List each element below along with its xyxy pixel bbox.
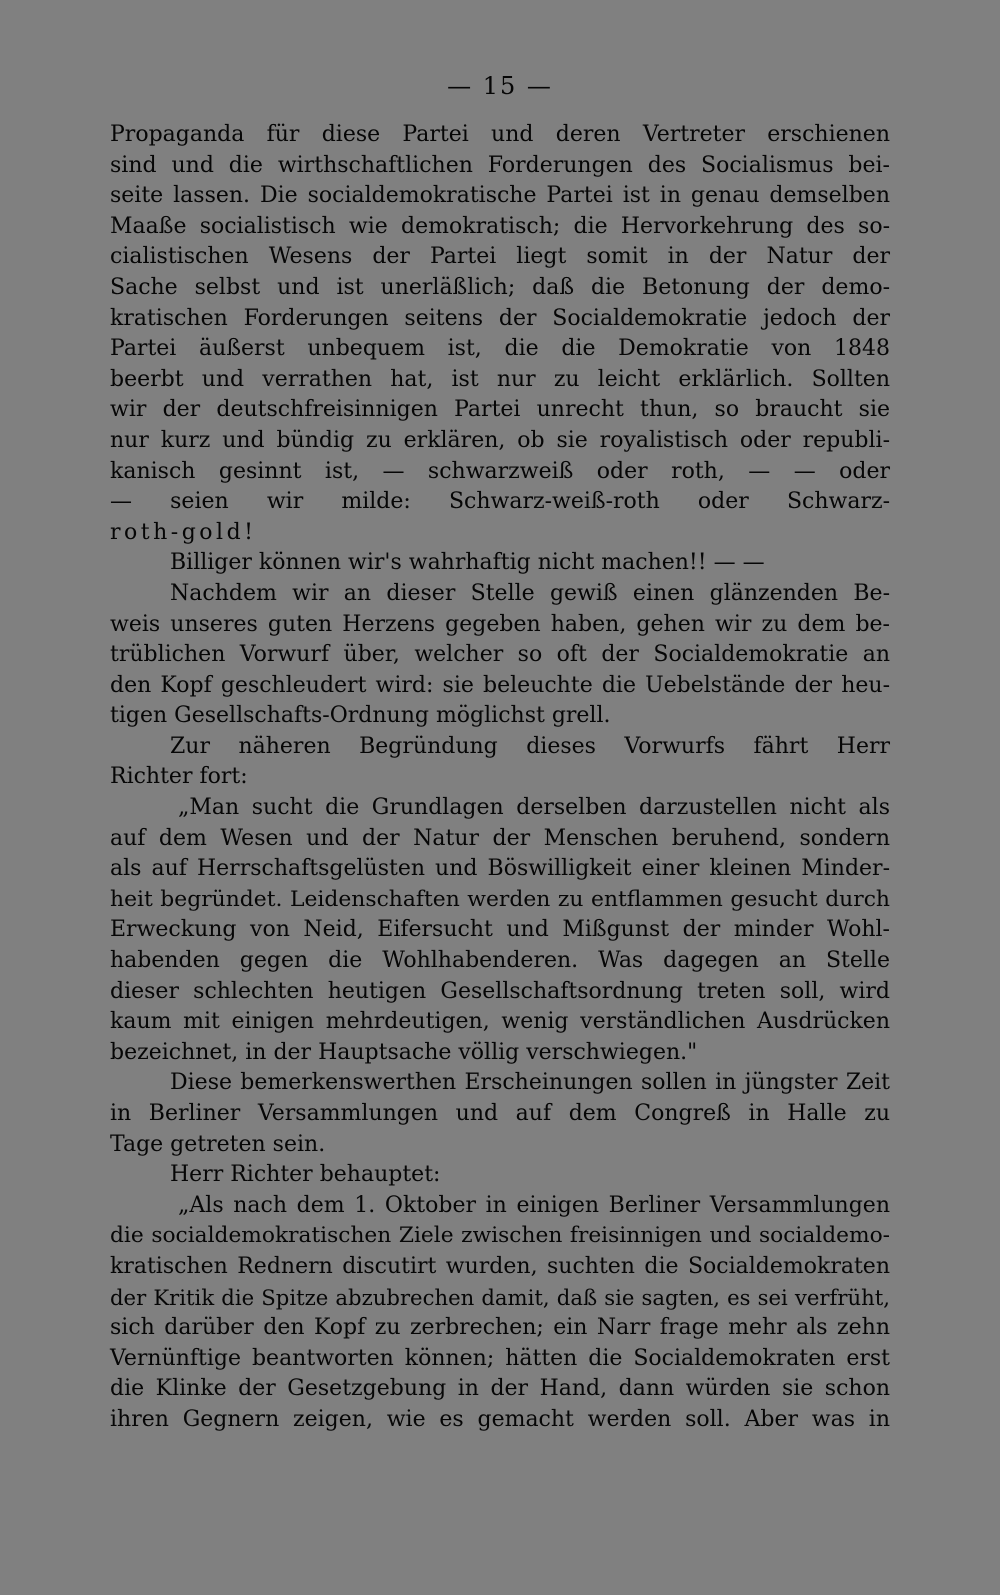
text-line: Nachdem wir an dieser Stelle gewiß einen glänzenden Be- xyxy=(170,580,890,606)
text-line: beerbt und verrathen hat, ist nur zu leicht erklärlich. Sollten xyxy=(110,366,890,392)
text-line: weis unseres guten Herzens gegeben haben, gehen wir zu dem be- xyxy=(110,611,890,637)
text-line: kratischen Rednern discutirt wurden, suchten die Socialdemokraten xyxy=(110,1253,890,1279)
text-line: den Kopf geschleudert wird: sie beleuchte die Uebelstände der heu- xyxy=(110,672,890,698)
text-line: Tage getreten sein. xyxy=(110,1131,326,1157)
text-line: Sache selbst und ist unerläßlich; daß die Betonung der demo- xyxy=(110,274,890,300)
text-line: cialistischen Wesens der Partei liegt somit in der Natur der xyxy=(110,244,890,270)
body-text xyxy=(110,120,890,1436)
text-line: Herr Richter behauptet: xyxy=(170,1162,441,1188)
text-line: der Kritik die Spitze abzubrechen damit, daß sie sagten, es sei verfrüht, xyxy=(110,1284,890,1310)
text-line: roth-gold! xyxy=(110,519,257,545)
text-line: die socialdemokratischen Ziele zwischen freisinnigen und socialdemo- xyxy=(110,1223,890,1249)
text-line: sich darüber den Kopf zu zerbrechen; ein Narr frage mehr als zehn xyxy=(110,1315,890,1341)
text-line: „Man sucht die Grundlagen derselben darzustellen nicht als xyxy=(178,795,890,821)
text-line: tigen Gesellschafts-Ordnung möglichst grell. xyxy=(110,703,611,729)
text-line: trüblichen Vorwurf über, welcher so oft der Socialdemokratie an xyxy=(110,642,890,668)
page-number: — 15 — xyxy=(447,72,553,100)
text-line: Zur näheren Begründung dieses Vorwurfs fährt Herr xyxy=(170,733,890,759)
text-line: nur kurz und bündig zu erklären, ob sie royalistisch oder republi- xyxy=(110,427,890,453)
text-line: Richter fort: xyxy=(110,764,248,790)
text-line: kaum mit einigen mehrdeutigen, wenig verständlichen Ausdrücken xyxy=(110,1009,890,1035)
text-line: Propaganda für diese Partei und deren Vertreter erschienen xyxy=(110,122,890,147)
text-line: wir der deutschfreisinnigen Partei unrecht thun, so braucht sie xyxy=(110,397,890,423)
text-line: Diese bemerkenswerthen Erscheinungen sollen in jüngster Zeit xyxy=(170,1070,890,1096)
text-line: „Als nach dem 1. Oktober in einigen Berliner Versammlungen xyxy=(178,1192,890,1218)
text-line: kanisch gesinnt ist, — schwarzweiß oder roth, — — oder xyxy=(110,458,890,484)
text-line: Maaße socialistisch wie demokratisch; die Hervorkehrung des so- xyxy=(110,213,890,239)
text-line: seite lassen. Die socialdemokratische Partei ist in genau demselben xyxy=(110,183,890,209)
text-line: als auf Herrschaftsgelüsten und Böswilligkeit einer kleinen Minder- xyxy=(110,856,890,882)
text-line: ihren Gegnern zeigen, wie es gemacht werden soll. Aber was in xyxy=(110,1406,890,1432)
text-line: bezeichnet, in der Hauptsache völlig verschwiegen." xyxy=(110,1039,698,1065)
text-line: sind und die wirthschaftlichen Forderungen des Socialismus bei- xyxy=(110,152,890,178)
text-line: Billiger können wir's wahrhaftig nicht machen!! — — xyxy=(170,550,765,576)
text-line: kratischen Forderungen seitens der Socialdemokratie jedoch der xyxy=(110,305,890,331)
text-line: heit begründet. Leidenschaften werden zu entflammen gesucht durch xyxy=(110,886,890,912)
text-line: die Klinke der Gesetzgebung in der Hand, dann würden sie schon xyxy=(110,1376,890,1402)
text-line: dieser schlechten heutigen Gesellschaftsordnung treten soll, wird xyxy=(110,978,890,1004)
text-line: habenden gegen die Wohlhabenderen. Was dagegen an Stelle xyxy=(110,948,890,974)
text-line: auf dem Wesen und der Natur der Menschen beruhend, sondern xyxy=(110,825,890,851)
text-line: — seien wir milde: Schwarz-weiß-roth oder Schwarz- xyxy=(110,489,890,515)
text-line: in Berliner Versammlungen und auf dem Congreß in Halle zu xyxy=(110,1101,890,1126)
text-line: Vernünftige beantworten können; hätten die Socialdemokraten erst xyxy=(110,1345,890,1371)
text-line: Erweckung von Neid, Eifersucht und Mißgunst der minder Wohl- xyxy=(110,917,890,943)
text-line: Partei äußerst unbequem ist, die die Demokratie von 1848 xyxy=(110,336,890,362)
